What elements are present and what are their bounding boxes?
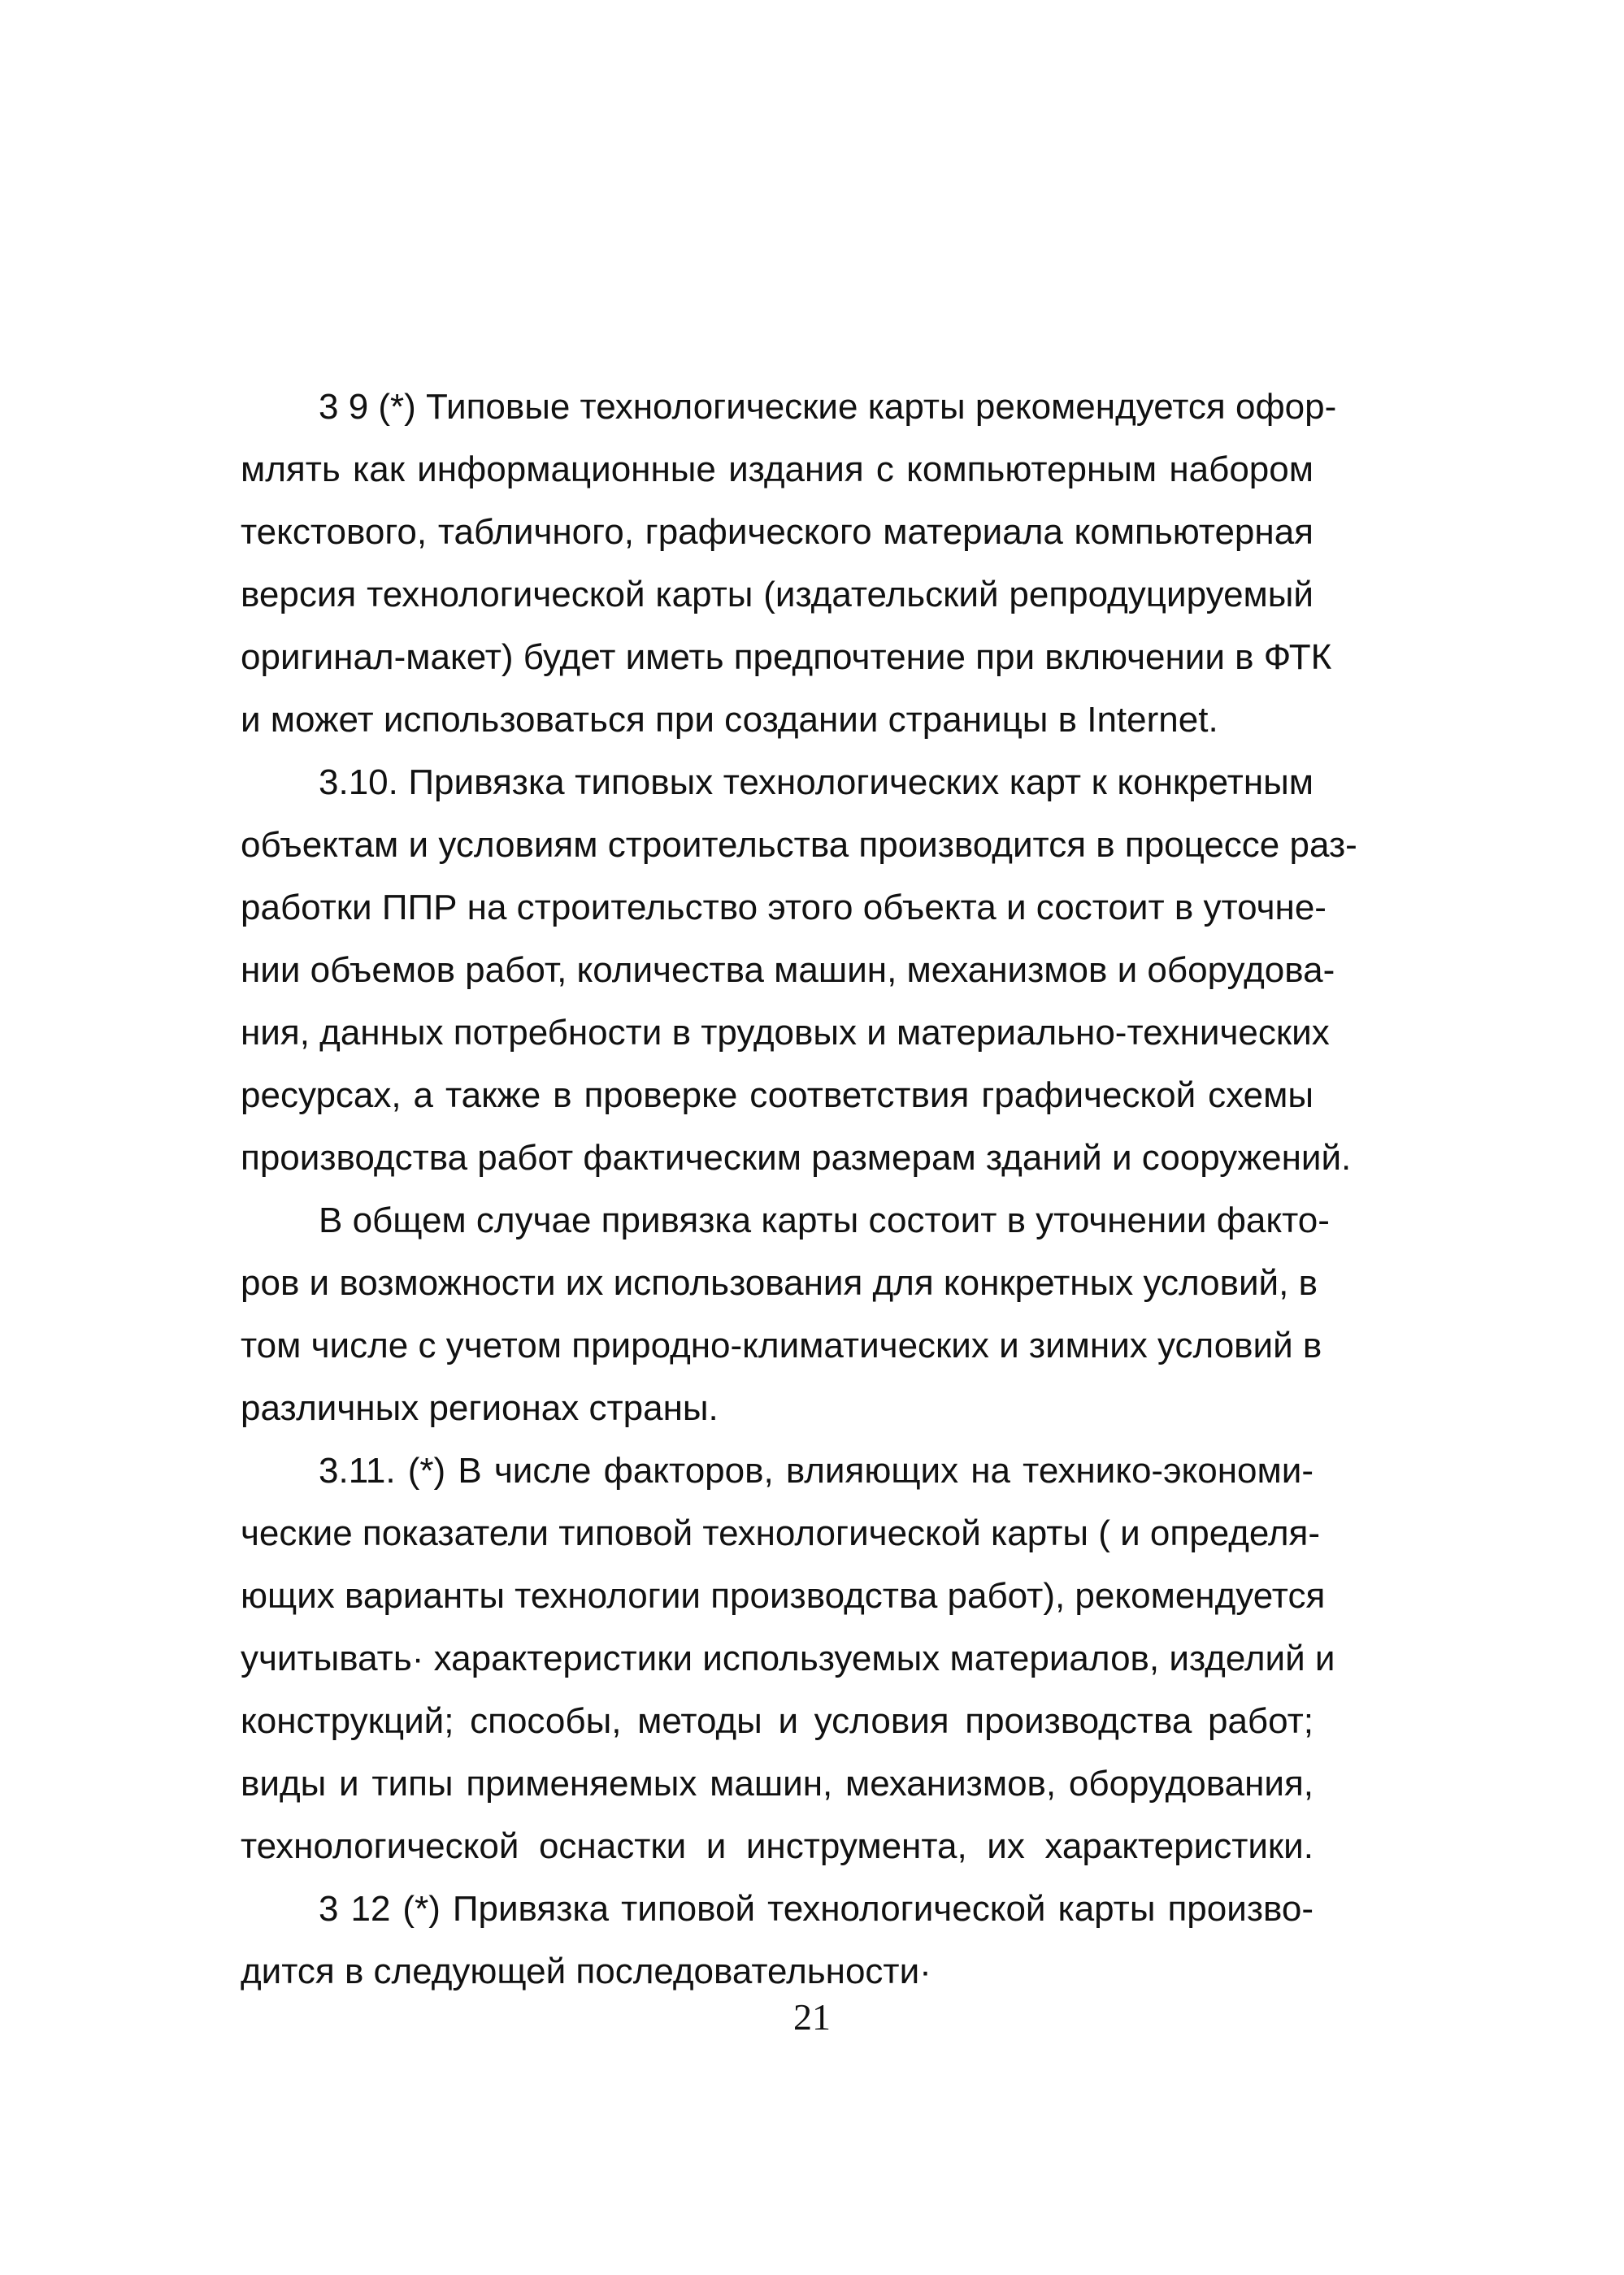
text-line: дится в следующей последовательности· — [241, 1952, 931, 1991]
paragraph-3-9 — [241, 376, 1337, 751]
text-line: нии объемов работ, количества машин, механизмов и оборудова- — [241, 950, 1335, 990]
text-line: учитывать· характеристики используемых материалов, изделий и — [241, 1639, 1335, 1678]
text-line: В общем случае привязка карты состоит в уточнении факто- — [319, 1200, 1330, 1240]
text-line: ющих варианты технологии производства работ), рекомендуется — [241, 1576, 1326, 1616]
paragraph-3-10-general-case — [241, 1189, 1330, 1439]
text-line: различных регионах страны. — [241, 1388, 719, 1428]
text-line: ния, данных потребности в трудовых и материально-технических — [241, 1013, 1330, 1053]
text-line: и может использоваться при создании страницы в Internet. — [241, 700, 1218, 740]
text-line: работки ППР на строительство этого объекта и состоит в уточне- — [241, 888, 1327, 927]
text-line: объектам и условиям строительства производится в процессе раз- — [241, 825, 1357, 865]
text-line: текстового, табличного, графического материала компьютерная — [241, 512, 1314, 552]
text-line: млять как информационные издания с компьютерным набором — [241, 449, 1314, 489]
text-line: 3.11. (*) В числе факторов, влияющих на технико-экономи- — [319, 1451, 1314, 1491]
text-line: оригинал-макет) будет иметь предпочтение при включении в ФТК — [241, 637, 1332, 677]
text-line: конструкций; способы, методы и условия производства работ; — [241, 1701, 1314, 1741]
body-text — [241, 376, 1357, 2003]
text-line: 3.10. Привязка типовых технологических карт к конкретным — [319, 762, 1314, 802]
paragraph-3-11 — [241, 1439, 1335, 1878]
text-line: виды и типы применяемых машин, механизмов, оборудования, — [241, 1764, 1314, 1804]
paragraph-3-12 — [241, 1878, 1314, 2003]
text-line: том числе с учетом природно-климатических и зимних условий в — [241, 1326, 1322, 1365]
text-line: ров и возможности их использования для конкретных условий, в — [241, 1263, 1318, 1303]
text-line: ресурсах, а также в проверке соответствия графической схемы — [241, 1075, 1314, 1115]
text-line: производства работ фактическим размерам зданий и сооружений. — [241, 1138, 1352, 1178]
text-line: технологической оснастки и инструмента, их характеристики. — [241, 1826, 1314, 1866]
text-line: версия технологической карты (издательский репродуцируемый — [241, 575, 1314, 614]
text-line: 3 9 (*) Типовые технологические карты рекомендуется офор- — [319, 387, 1337, 427]
text-line: 3 12 (*) Привязка типовой технологической карты произво- — [319, 1889, 1314, 1929]
page-number: 21 — [793, 1996, 831, 2038]
paragraph-3-10 — [241, 751, 1357, 1189]
text-line: ческие показатели типовой технологической карты ( и определя- — [241, 1513, 1321, 1553]
